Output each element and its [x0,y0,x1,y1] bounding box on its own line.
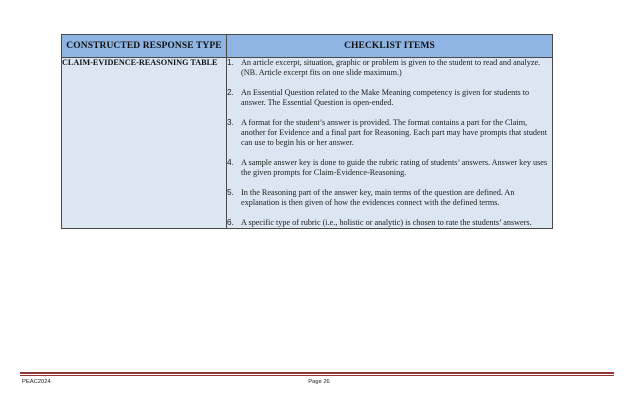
checklist-item-2 [227,88,552,108]
checklist-items-cell [227,58,553,229]
checklist-item-4 [227,158,552,178]
item-text: An Essential Question related to the Make Meaning competency is given for students to answer. The Essential Question is open-ended. [241,88,530,107]
item-text: In the Reasoning part of the answer key, main terms of the question are defined. An explanation is then given of how the evidences connect with the defined terms. [241,188,515,207]
checklist-item-1 [227,58,552,78]
header-checklist-items: CHECKLIST ITEMS [227,35,553,58]
item-number: 6. [227,218,234,227]
item-text: A sample answer key is done to guide the rubric rating of students’ answers. Answer key uses the given prompts for Claim-Evidence-Reasoning. [241,158,548,177]
item-number: 3. [227,118,234,127]
checklist-item-6 [227,218,552,228]
item-number: 1. [227,58,234,67]
item-number: 2. [227,88,234,97]
footer-page-number: Page 26 [308,379,330,385]
response-type-cell: CLAIM-EVIDENCE-REASONING TABLE [62,58,227,229]
header-constructed-response-type: CONSTRUCTED RESPONSE TYPE [62,35,227,58]
footer-document-code: PEAC2024 [22,379,51,385]
item-number: 4. [227,158,234,167]
item-text: A specific type of rubric (i.e., holistic or analytic) is chosen to rate the students’ answers. [241,218,532,227]
footer-divider-thin [20,375,614,376]
checklist-item-5 [227,188,552,208]
table-header-row [62,35,553,58]
checklist-table [61,34,553,229]
item-number: 5. [227,188,234,197]
table-row [62,58,553,229]
checklist-item-3 [227,118,552,148]
footer-divider [20,372,614,374]
item-text: A format for the student’s answer is provided. The format contains a part for the Claim, another for Evidence and a final part for Reasoning. Each part may have prompts that student can use to begin his or her answer. [241,118,548,147]
item-text: An article excerpt, situation, graphic or problem is given to the student to read and analyze. (NB. Article excerpt fits on one slide maximum.) [241,58,541,77]
